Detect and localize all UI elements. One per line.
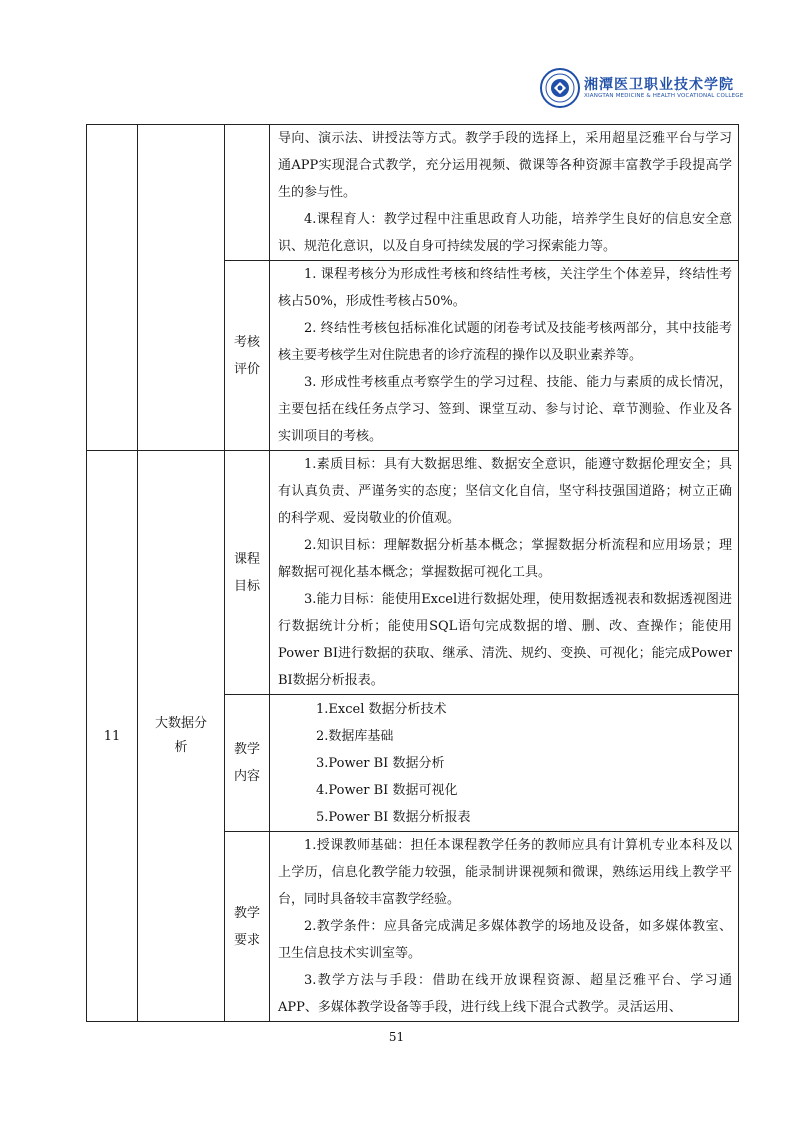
content-item: 4.Power BI 数据可视化 [316, 782, 458, 798]
goals-label: 课程 [233, 551, 260, 567]
content-item: 2.数据库基础 [316, 728, 394, 744]
course-name-cell-empty [138, 125, 225, 451]
college-logo [540, 68, 745, 108]
requirements-label: 教学 [233, 905, 260, 921]
college-name: 湘潭医卫职业技术学院 [584, 77, 734, 93]
page-number: 51 [388, 1030, 405, 1044]
label-cell-empty [225, 125, 270, 261]
assessment-label: 评价 [233, 361, 260, 377]
table-row [87, 451, 739, 695]
assessment-label: 考核 [233, 334, 260, 350]
requirements-paragraph: 1.授课教师基础：担任本课程教学任务的教师应具有计算机专业本科及以上学历，信息化教学能力较强，能录制讲课视频和微课，熟练运用线上教学平台，同时具备较丰富教学经验。 [278, 838, 732, 907]
goals-paragraph: 2.知识目标：理解数据分析基本概念；掌握数据分析流程和应用场景；理解数据可视化基本概念；掌握数据可视化工具。 [278, 538, 732, 580]
goals-cell [270, 451, 739, 695]
college-emblem-icon [540, 68, 580, 108]
course-name: 析 [174, 740, 188, 755]
content-item: 5.Power BI 数据分析报表 [316, 809, 471, 825]
requirements-label-cell [225, 832, 270, 1022]
goals-label-cell [225, 451, 270, 695]
assessment-paragraph: 3. 形成性考核重点考察学生的学习过程、技能、能力与素质的成长情况，主要包括在线任务点学习、签到、课堂互动、参与讨论、章节测验、作业及各实训项目的考核。 [278, 375, 732, 444]
number-cell-empty [87, 125, 138, 451]
content-label: 内容 [233, 769, 260, 784]
content-item: 1.Excel 数据分析技术 [316, 701, 447, 717]
requirements-cell [270, 832, 739, 1022]
method-paragraph: 4.课程育人：教学过程中注重思政育人功能，培养学生良好的信息安全意识、规范化意识，以及自身可持续发展的学习探索能力等。 [278, 212, 732, 254]
goals-label: 目标 [233, 578, 260, 594]
requirements-paragraph: 2.教学条件：应具备完成满足多媒体教学的场地及设备，如多媒体教室、卫生信息技术实训室等。 [278, 919, 732, 961]
college-name-english: XIANGTAN MEDICINE & HEALTH VOCATIONAL COLLEGE [584, 93, 744, 99]
content-item: 3.Power BI 数据分析 [316, 755, 445, 771]
assessment-cell [270, 261, 739, 451]
content-label-cell [225, 695, 270, 832]
assessment-paragraph: 1. 课程考核分为形成性考核和终结性考核，关注学生个体差异，终结性考核占50%，形成性考核占50%。 [278, 267, 732, 309]
assessment-label-cell [225, 261, 270, 451]
content-label: 教学 [233, 742, 260, 757]
course-name: 大数据分 [154, 716, 207, 731]
content-cell [270, 695, 739, 832]
table-row [87, 125, 739, 261]
teaching-method-cell [270, 125, 739, 261]
goals-paragraph: 1.素质目标：具有大数据思维、数据安全意识，能遵守数据伦理安全；具有认真负责、严谨务实的态度；坚信文化自信，坚守科技强国道路；树立正确的科学观、爱岗敬业的价值观。 [278, 457, 732, 526]
method-paragraph: 导向、演示法、讲授法等方式。教学手段的选择上，采用超星泛雅平台与学习通APP实现混合式教学，充分运用视频、微课等各种资源丰富教学手段提高学生的参与性。 [278, 131, 732, 200]
curriculum-table [86, 124, 739, 1022]
goals-paragraph: 3.能力目标：能使用Excel进行数据处理，使用数据透视表和数据透视图进行数据统计分析；能使用SQL语句完成数据的增、删、改、查操作；能使用Power BI进行数据的获取、继承、清洗、规约、变换、可视化；能完成Power BI数据分析报表。 [278, 592, 732, 688]
course-name-cell [138, 451, 225, 1022]
requirements-label: 要求 [233, 932, 260, 948]
course-number: 11 [103, 728, 121, 744]
assessment-paragraph: 2. 终结性考核包括标准化试题的闭卷考试及技能考核两部分，其中技能考核主要考核学生对住院患者的诊疗流程的操作以及职业素养等。 [278, 321, 732, 363]
course-number-cell [87, 451, 138, 1022]
requirements-paragraph: 3.教学方法与手段：借助在线开放课程资源、超星泛雅平台、学习通APP、多媒体教学设备等手段，进行线上线下混合式教学。灵活运用、 [278, 973, 732, 1015]
